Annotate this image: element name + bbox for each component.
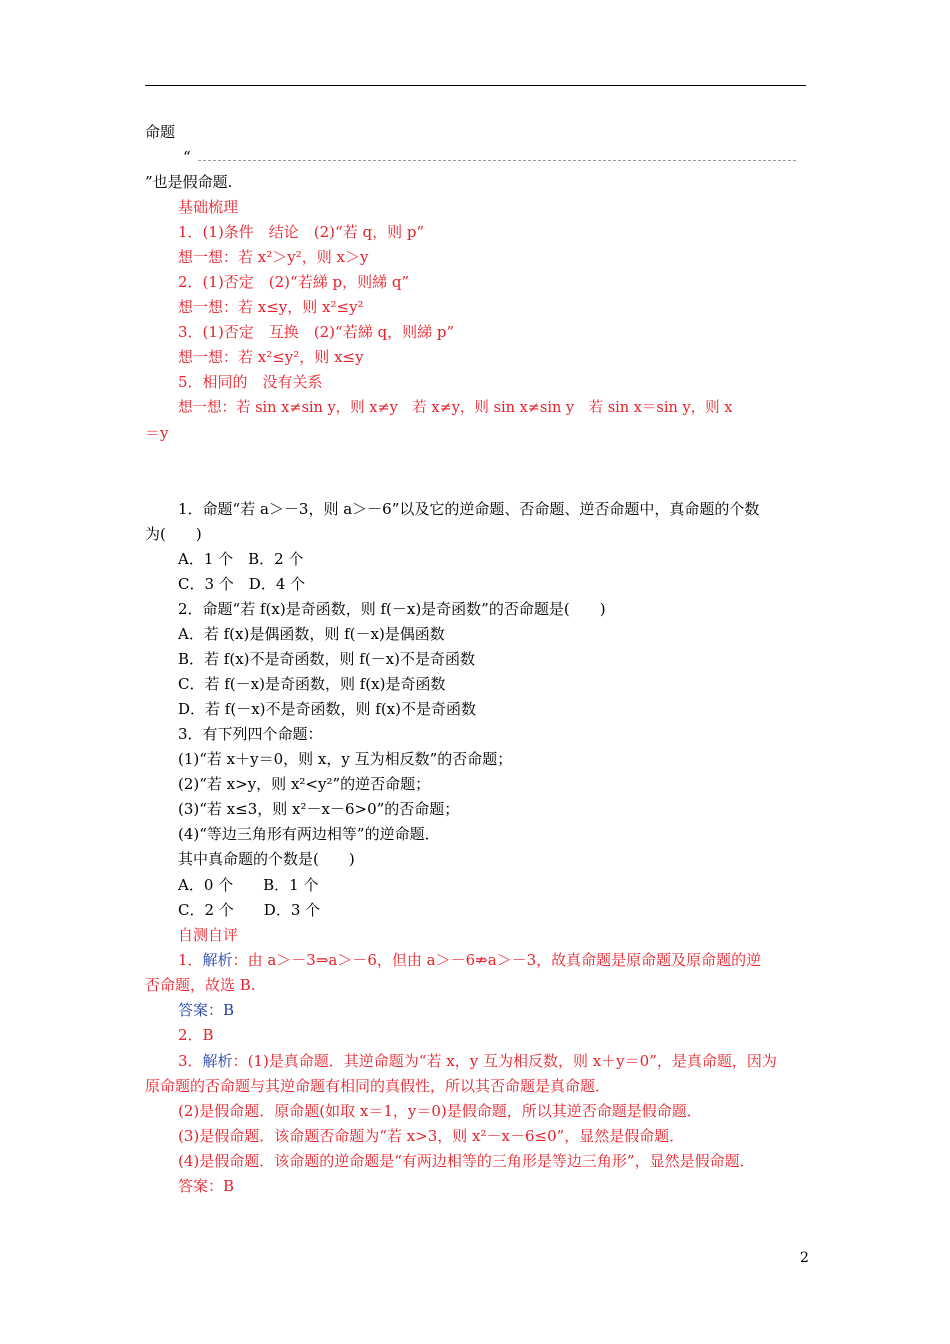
review-line: 3．(1)否定 互换 (2)“若綈 q，则綈 p” — [178, 323, 455, 341]
answer-1-final: 答案：B — [178, 1001, 235, 1019]
top-line-1: 命题 — [145, 123, 176, 141]
question-line: 3．有下列四个命题： — [178, 725, 323, 743]
blank-dashed-line — [198, 160, 796, 161]
question-line: (1)“若 x＋y＝0，则 x，y 互为相反数”的否命题； — [178, 750, 513, 768]
question-line: 其中真命题的个数是( ) — [178, 850, 355, 868]
answer-1-number: 1． — [178, 951, 203, 969]
question-line: C．若 f(－x)是奇函数，则 f(x)是奇函数 — [178, 675, 446, 693]
answer-3-part-4: (4)是假命题．该命题的逆命题是“有两边相等的三角形是等边三角形”，显然是假命题． — [178, 1152, 755, 1170]
question-line: 为( ) — [145, 525, 202, 543]
review-line: 想一想：若 x²≤y²，则 x≤y — [178, 348, 364, 366]
question-line: A．若 f(x)是偶函数，则 f(－x)是偶函数 — [178, 625, 445, 643]
answer-3-part-3: (3)是假命题．该命题否命题为“若 x>3，则 x²－x－6≤0”，显然是假命题． — [178, 1127, 685, 1145]
question-line: 2．命题“若 f(x)是奇函数，则 f(－x)是奇函数”的否命题是( ) — [178, 600, 606, 618]
answer-3-final: 答案：B — [178, 1177, 235, 1195]
review-line: 想一想：若 sin x≠sin y，则 x≠y 若 x≠y，则 sin x≠sin y 若 sin x＝sin y，则 x — [178, 400, 733, 416]
review-line: 2．(1)否定 (2)“若綈 p，则綈 q” — [178, 273, 410, 291]
answer-3-text: ：(1)是真命题．其逆命题为“若 x，y 互为相反数，则 x＋y＝0”，是真命题，因为 — [232, 1052, 777, 1070]
review-line: ＝y — [145, 424, 169, 442]
question-line: 1．命题“若 a＞－3，则 a＞－6”以及它的逆命题、否命题、逆否命题中，真命题的个数 — [178, 500, 760, 518]
answer-1 — [178, 951, 761, 969]
page-number: 2 — [800, 1250, 809, 1266]
answer-3-part-2: (2)是假命题．原命题(如取 x＝1，y＝0)是假命题，所以其逆否命题是假命题． — [178, 1102, 702, 1120]
answer-3-number: 3． — [178, 1052, 203, 1070]
top-line-3: ”也是假命题. — [145, 173, 233, 191]
question-line: A．1 个 B．2 个 — [178, 550, 304, 568]
answer-3 — [178, 1052, 777, 1070]
question-line: B．若 f(x)不是奇函数，则 f(－x)不是奇函数 — [178, 650, 475, 668]
analysis-label: 解析 — [202, 1052, 233, 1070]
analysis-label: 解析 — [202, 951, 233, 969]
question-line: C．3 个 D．4 个 — [178, 575, 306, 593]
review-line: 1．(1)条件 结论 (2)“若 q，则 p” — [178, 223, 425, 241]
answer-3-continued: 原命题的否命题与其逆命题有相同的真假性，所以其否命题是真命题． — [145, 1077, 611, 1095]
question-line: (4)“等边三角形有两边相等”的逆命题． — [178, 825, 440, 843]
answer-1-continued: 否命题，故选 B. — [145, 976, 256, 994]
question-line: (2)“若 x>y，则 x²<y²”的逆否命题； — [178, 775, 431, 793]
question-line: (3)“若 x≤3，则 x²－x－6>0”的否命题； — [178, 800, 460, 818]
question-line: A．0 个 B．1 个 — [178, 876, 319, 894]
review-heading: 基础梳理 — [178, 198, 239, 216]
answers-heading: 自测自评 — [178, 926, 239, 944]
header-rule — [145, 85, 806, 86]
answer-2: 2．B — [178, 1026, 214, 1044]
question-line: D．若 f(－x)不是奇函数，则 f(x)不是奇函数 — [178, 700, 476, 718]
review-line: 5．相同的 没有关系 — [178, 373, 323, 391]
top-line-2: “ — [183, 148, 191, 166]
review-line: 想一想：若 x²＞y²，则 x＞y — [178, 248, 369, 266]
answer-1-text: ：由 a＞－3⇒a＞－6，但由 a＞－6⇏a＞－3，故真命题是原命题及原命题的逆 — [232, 951, 762, 969]
review-line: 想一想：若 x≤y，则 x²≤y² — [178, 298, 364, 316]
question-line: C．2 个 D．3 个 — [178, 901, 321, 919]
